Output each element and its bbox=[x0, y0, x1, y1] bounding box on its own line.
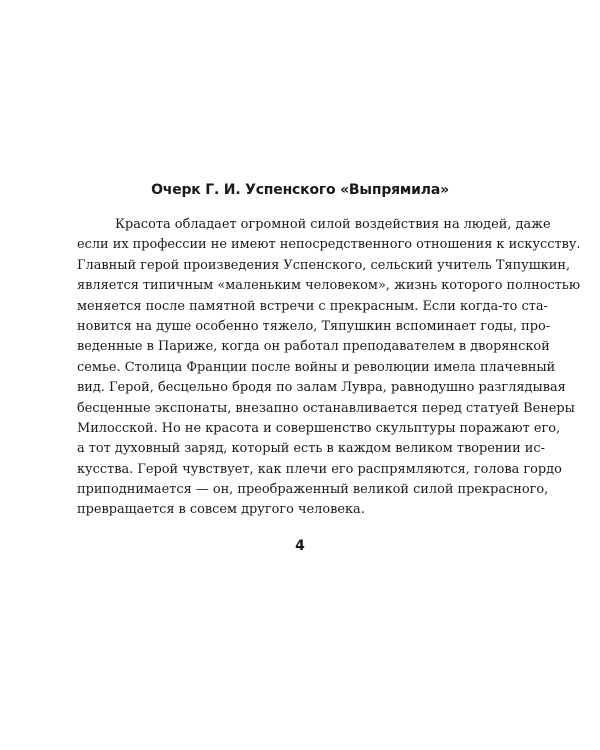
paragraph-line: новится на душе особенно тяжело, Тяпушкин вспоминает годы, про- bbox=[77, 318, 551, 334]
paragraph-line: бесценные экспонаты, внезапно останавливается перед статуей Венеры bbox=[77, 400, 575, 416]
paragraph-line: превращается в совсем другого человека. bbox=[77, 502, 365, 518]
paragraph-line: семье. Столица Франции после войны и революции имела плачевный bbox=[77, 359, 556, 375]
paragraph-line: кусства. Герой чувствует, как плечи его распрямляются, голова гордо bbox=[77, 461, 562, 477]
paragraph-line: если их профессии не имеют непосредственного отношения к искусству. bbox=[77, 237, 581, 253]
paragraph-line: Милосской. Но не красота и совершенство скульптуры поражают его, bbox=[77, 420, 561, 436]
paragraph-line: приподнимается — он, преображенный великой силой прекрасного, bbox=[77, 482, 549, 498]
paragraph-line: а тот духовный заряд, который есть в каждом великом творении ис- bbox=[77, 441, 545, 457]
paragraph-line: является типичным «маленьким человеком», жизнь которого полностью bbox=[77, 278, 581, 294]
paragraph-line: вид. Герой, бесцельно бродя по залам Лувра, равнодушно разглядывая bbox=[77, 380, 566, 396]
paragraph-line: Красота обладает огромной силой воздействия на людей, даже bbox=[115, 217, 551, 232]
paragraph-line: Главный герой произведения Успенского, сельский учитель Тяпушкин, bbox=[77, 257, 571, 273]
essay-title: Очерк Г. И. Успенского «Выпрямила» bbox=[151, 182, 449, 198]
page-number: 4 bbox=[295, 538, 305, 554]
paragraph-line: веденные в Париже, когда он работал преподавателем в дворянской bbox=[77, 339, 550, 355]
essay-paragraph bbox=[77, 215, 581, 521]
paragraph-line: меняется после памятной встречи с прекрасным. Если когда-то ста- bbox=[77, 298, 548, 314]
